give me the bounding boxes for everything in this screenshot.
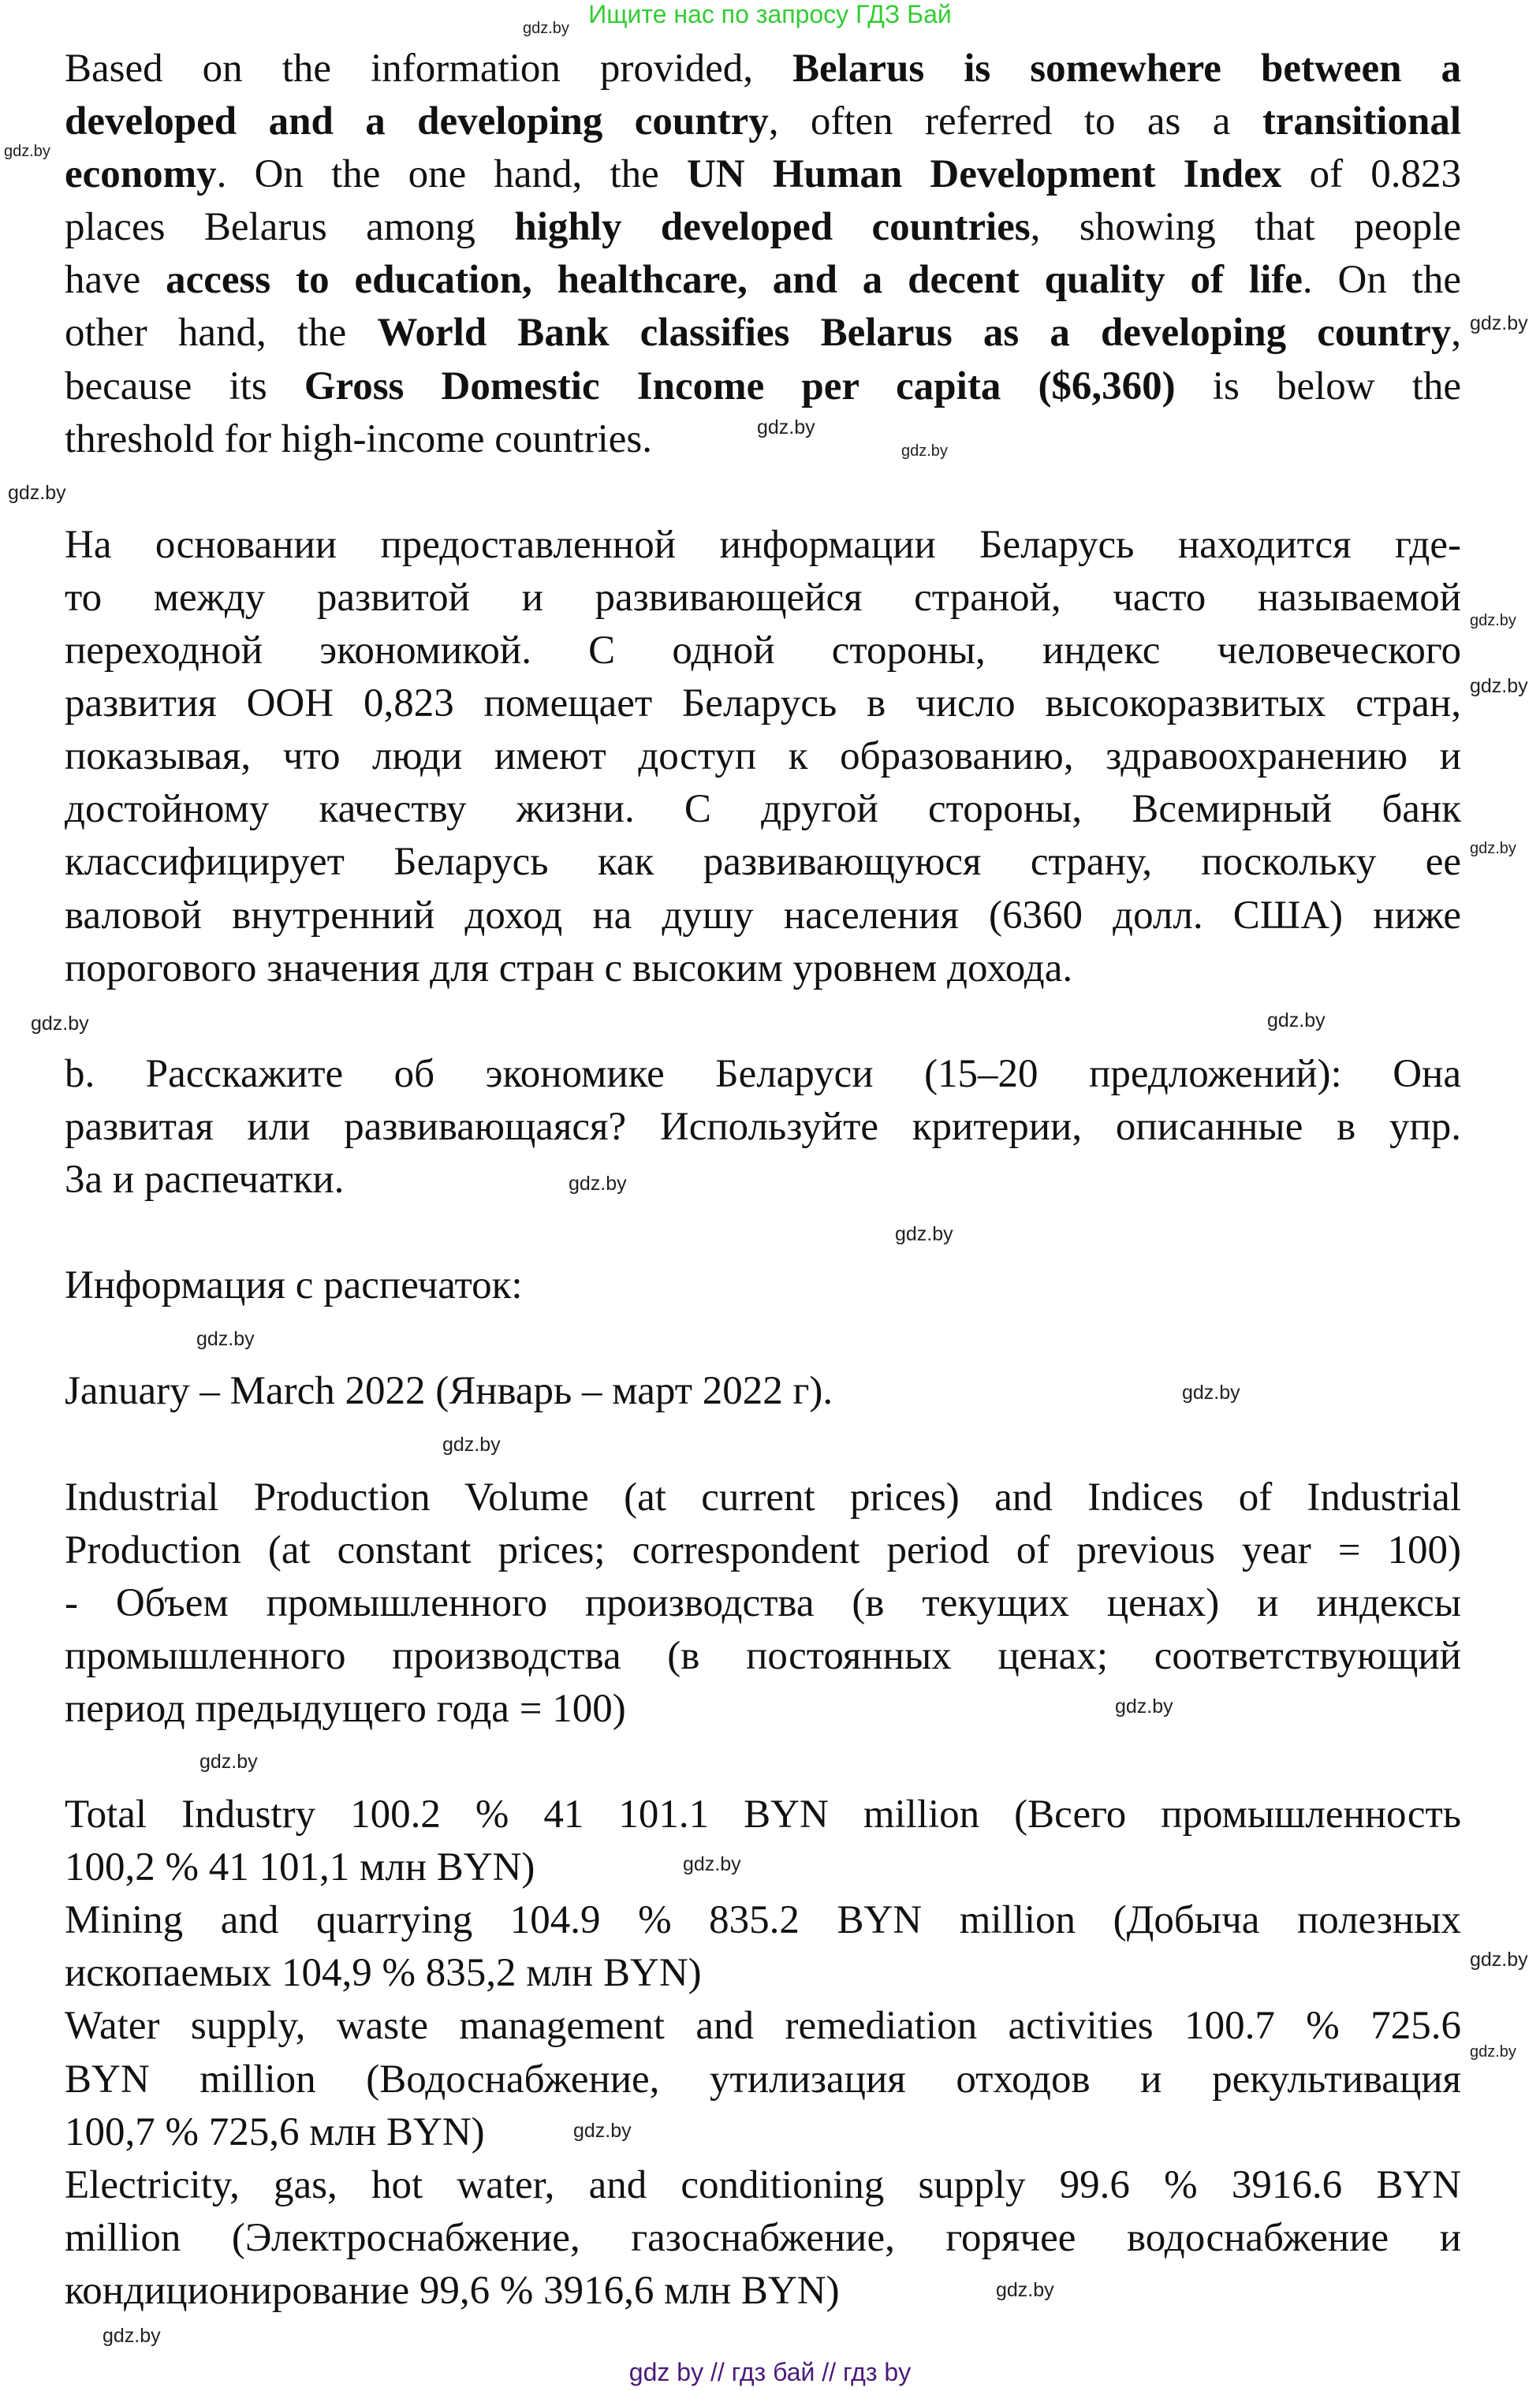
- text: . On the one hand, the: [216, 152, 687, 197]
- text-line: [65, 1841, 1461, 1894]
- watermark: gdz.by: [31, 1013, 89, 1035]
- text-line: [65, 942, 1461, 995]
- bold-text: UN Human Development Index: [686, 152, 1282, 197]
- watermark: gdz.by: [1470, 2043, 1516, 2061]
- text: Industrial Production Volume (at current prices) and Indices of Industrial: [65, 1475, 1461, 1520]
- text: кондиционирование 99,6 % 3916,6 млн BYN): [65, 2268, 840, 2313]
- text-line: [65, 783, 1461, 836]
- bold-text: Belarus is somewhere between a: [792, 47, 1461, 91]
- text: - Объем промышленного производства (в текущих ценах) и индексы: [65, 1580, 1461, 1625]
- text: other hand, the: [65, 311, 378, 356]
- text: переходной экономикой. С одной стороны, индекс человеческого: [65, 629, 1461, 673]
- text-line: [65, 1472, 1461, 1524]
- text: Water supply, waste management and remediation activities 100.7 % 725.6: [65, 2004, 1461, 2049]
- site-footer: gdz by // гдз бай // гдз by: [628, 2358, 912, 2386]
- watermark: gdz.by: [1470, 840, 1516, 857]
- paragraph: [65, 1259, 1461, 1312]
- text-section: [65, 1789, 1461, 2318]
- text-line: [65, 625, 1461, 677]
- text: достойному качеству жизни. С другой стороны, Всемирный банк: [65, 787, 1461, 832]
- text-section: [65, 1048, 1461, 1207]
- text: показывая, что люди имеют доступ к образованию, здравоохранению и: [65, 734, 1461, 779]
- text-line: [65, 1101, 1461, 1154]
- text-line: [65, 1789, 1461, 1841]
- text: , showing that people: [1030, 205, 1461, 250]
- text-line: [65, 201, 1461, 254]
- text: because its: [65, 364, 304, 408]
- text-section: [65, 519, 1461, 995]
- watermark: gdz.by: [196, 1328, 255, 1350]
- text: Mining and quarrying 104.9 % 835.2 BYN million (Добыча полезных: [65, 1898, 1461, 1943]
- watermark: gdz.by: [4, 143, 50, 160]
- text: классифицирует Беларусь как развивающуюся страну, поскольку ее: [65, 840, 1461, 885]
- watermark: gdz.by: [1470, 312, 1528, 334]
- watermark: gdz.by: [8, 482, 66, 504]
- watermark: gdz.by: [683, 1853, 741, 1875]
- text-line: [65, 2212, 1461, 2265]
- bold-text: developed and a developing country: [65, 99, 769, 144]
- site-banner: Ищите нас по запросу ГДЗ Бай: [588, 0, 952, 28]
- text: период предыдущего года = 100): [65, 1686, 626, 1731]
- paragraph: [65, 2159, 1461, 2318]
- text-line: [65, 1365, 1461, 1418]
- text: Total Industry 100.2 % 41 101.1 BYN million (Всего промышленность: [65, 1792, 1461, 1837]
- bold-text: transitional: [1262, 99, 1461, 144]
- text-line: [65, 572, 1461, 625]
- paragraph: [65, 1894, 1461, 2000]
- watermark: gdz.by: [1470, 675, 1528, 697]
- watermark: gdz.by: [757, 416, 815, 438]
- text-section: [65, 43, 1461, 466]
- text: промышленного производства (в постоянных ценах; соответствующий: [65, 1633, 1461, 1678]
- text-line: [65, 890, 1461, 942]
- text: threshold for high-income countries.: [65, 416, 652, 461]
- watermark: gdz.by: [996, 2279, 1054, 2301]
- watermark: gdz.by: [1182, 1382, 1240, 1404]
- text-line: [65, 254, 1461, 307]
- text: million (Электроснабжение, газоснабжение, горячее водоснабжение и: [65, 2215, 1461, 2260]
- text-line: [65, 2106, 1461, 2159]
- watermark: gdz.by: [442, 1434, 501, 1456]
- text-line: [65, 519, 1461, 572]
- text-line: [65, 677, 1461, 730]
- watermark: gdz.by: [895, 1223, 953, 1245]
- text: Информация с распечаток:: [65, 1263, 523, 1308]
- bold-text: access to education, healthcare, and a decent quality of life: [166, 258, 1303, 303]
- text-line: [65, 1154, 1461, 1207]
- text-line: [65, 1259, 1461, 1312]
- watermark: gdz.by: [1115, 1695, 1173, 1718]
- watermark: gdz.by: [199, 1751, 258, 1773]
- paragraph: [65, 1472, 1461, 1736]
- text-section: [65, 1365, 1461, 1418]
- text: ,: [1451, 311, 1461, 356]
- text-line: [65, 2000, 1461, 2053]
- text-line: [65, 1947, 1461, 2000]
- paragraph: [65, 1365, 1461, 1418]
- text: of 0.823: [1281, 152, 1461, 197]
- text: 100,2 % 41 101,1 млн BYN): [65, 1845, 535, 1890]
- text: На основании предоставленной информации Беларусь находится где-: [65, 522, 1461, 567]
- text-line: [65, 360, 1461, 413]
- text-line: [65, 95, 1461, 148]
- bold-text: Gross Domestic Income per capita ($6,360): [304, 364, 1176, 408]
- text-line: [65, 1630, 1461, 1683]
- watermark: gdz.by: [523, 20, 569, 37]
- text-line: [65, 1894, 1461, 1947]
- text-line: [65, 1048, 1461, 1101]
- text-section: [65, 1259, 1461, 1312]
- text: Electricity, gas, hot water, and conditioning supply 99.6 % 3916.6 BYN: [65, 2162, 1461, 2207]
- text: , often referred to as a: [768, 99, 1262, 144]
- text: 3а и распечатки.: [65, 1157, 345, 1202]
- text: Production (at constant prices; correspondent period of previous year = 100): [65, 1527, 1461, 1572]
- text: 100,7 % 725,6 млн BYN): [65, 2109, 485, 2154]
- watermark: gdz.by: [901, 442, 948, 460]
- text-line: [65, 730, 1461, 783]
- text: . On the: [1302, 258, 1461, 303]
- text: развитая или развивающаяся? Используйте критерии, описанные в упр.: [65, 1104, 1461, 1149]
- bold-text: World Bank classifies Belarus as a developing country: [377, 311, 1452, 356]
- paragraph: [65, 43, 1461, 466]
- text: have: [65, 258, 166, 303]
- text-section: [65, 1472, 1461, 1736]
- text: развития ООН 0,823 помещает Беларусь в число высокоразвитых стран,: [65, 681, 1461, 726]
- text: ископаемых 104,9 % 835,2 млн BYN): [65, 1951, 702, 1996]
- text: порогового значения для стран с высоким уровнем дохода.: [65, 946, 1073, 990]
- text: is below the: [1175, 364, 1461, 408]
- watermark: gdz.by: [1470, 612, 1516, 629]
- text: валовой внутренний доход на душу населения (6360 долл. США) ниже: [65, 893, 1461, 938]
- text: January – March 2022 (Январь – март 2022 г).: [65, 1369, 833, 1414]
- document-body: [65, 43, 1461, 2370]
- text-line: [65, 43, 1461, 95]
- text-line: [65, 2159, 1461, 2212]
- text: то между развитой и развивающейся страной, часто называемой: [65, 575, 1461, 620]
- watermark: gdz.by: [1470, 1949, 1528, 1971]
- paragraph: [65, 1789, 1461, 1894]
- text-line: [65, 2053, 1461, 2106]
- watermark: gdz.by: [573, 2120, 632, 2142]
- bold-text: economy: [65, 152, 217, 197]
- text-line: [65, 836, 1461, 889]
- text: b. Расскажите об экономике Беларуси (15–20 предложений): Она: [65, 1051, 1461, 1096]
- paragraph: [65, 2000, 1461, 2158]
- text: BYN million (Водоснабжение, утилизация отходов и рекультивация: [65, 2057, 1461, 2102]
- watermark: gdz.by: [569, 1173, 627, 1195]
- paragraph: [65, 1048, 1461, 1207]
- text: Based on the information provided,: [65, 47, 793, 91]
- paragraph: [65, 519, 1461, 995]
- text-line: [65, 307, 1461, 360]
- bold-text: highly developed countries: [514, 205, 1031, 250]
- text-line: [65, 2265, 1461, 2318]
- text-line: [65, 1577, 1461, 1630]
- text-line: [65, 1683, 1461, 1736]
- watermark: gdz.by: [103, 2325, 161, 2347]
- text: places Belarus among: [65, 205, 515, 250]
- text-line: [65, 1524, 1461, 1577]
- watermark: gdz.by: [1267, 1009, 1326, 1031]
- text-line: [65, 148, 1461, 201]
